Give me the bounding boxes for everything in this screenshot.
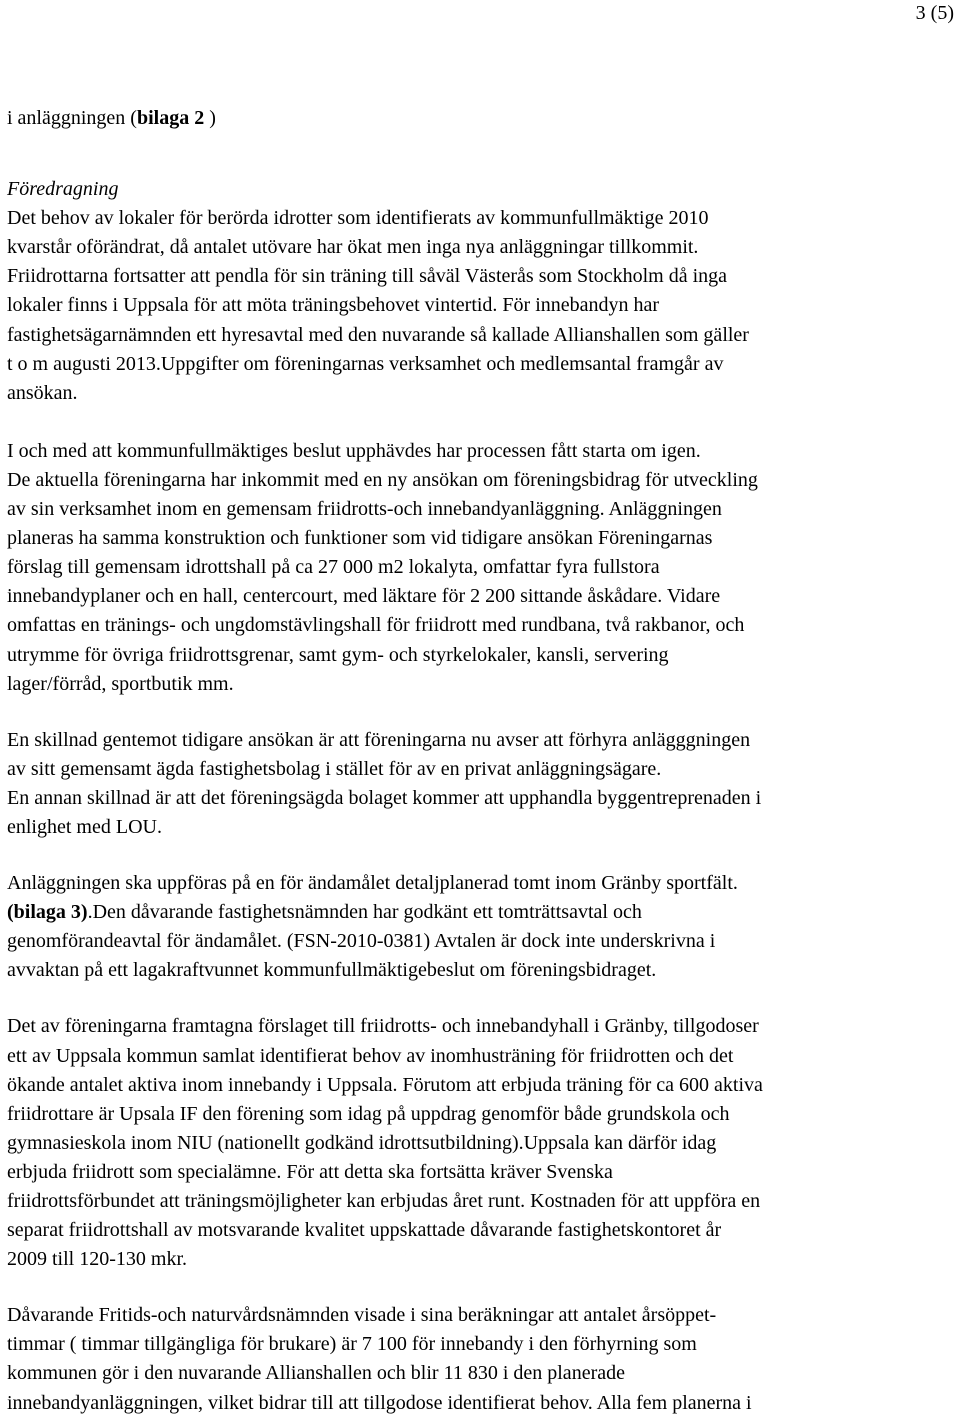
paragraph-line: gymnasieskola inom NIU (nationellt godkänd idrottsutbildning).Uppsala kan därför idag [7,1131,717,1154]
paragraph-6 [7,1301,955,1417]
paragraph-line: innebandyanläggningen, vilket bidrar till att tillgodose identifierat behov. Alla fem planerna i [7,1391,752,1414]
paragraph-line: Dåvarande Fritids-och naturvårdsnämnden visade i sina beräkningar att antalet årsöppet- [7,1304,717,1327]
paragraph-line: En skillnad gentemot tidigare ansökan är att föreningarna nu avser att förhyra anlägggningen [7,728,751,751]
intro-prefix: i anläggningen ( [7,107,137,129]
paragraph-line [7,898,955,927]
page-number: 3 (5) [915,2,954,24]
paragraph-line: Friidrottarna fortsatter att pendla för sin träning till såväl Västerås som Stockholm då inga [7,265,728,288]
paragraph-line: De aktuella föreningarna har inkommit med en ny ansökan om föreningsbidrag för utveckling [7,468,758,491]
intro-suffix: ) [204,107,216,129]
paragraph-line: utrymme för övriga friidrottsgrenar, samt gym- och styrkelokaler, kansli, servering [7,643,669,666]
section-heading: Föredragning [7,178,119,201]
paragraph-line: friidrottsförbundet att träningsmöjligheter kan erbjudas året runt. Kostnaden för att uppföra en [7,1190,761,1212]
paragraph-line: ökande antalet aktiva inom innebandy i Uppsala. Förutom att erbjuda träning för ca 600 aktiva [7,1073,763,1096]
paragraph-line: planeras ha samma konstruktion och funktioner som vid tidigare ansökan Föreningarnas [7,527,713,550]
document-body [7,104,955,1418]
paragraph-line: lager/förråd, sportbutik mm. [7,672,234,695]
paragraph-line: timmar ( timmar tillgängliga för brukare) är 7 100 för innebandy i den förhyrning som [7,1333,697,1356]
paragraph-line: separat friidrottshall av motsvarande kvalitet uppskattade dåvarande fastighetskontoret år [7,1219,722,1242]
paragraph-line: ett av Uppsala kommun samlat identifierat behov av inomhusträning för friidrotten och det [7,1044,734,1067]
paragraph-line: enlighet med LOU. [7,815,162,838]
paragraph-line: avvaktan på ett lagakraftvunnet kommunfullmäktigebeslut om föreningsbidraget. [7,959,657,982]
paragraph-1 [7,204,955,408]
paragraph-line: omfattas en tränings- och ungdomstävlingshall för friidrott med rundbana, två rakbanor, och [7,614,745,637]
paragraph-line: erbjuda friidrott som specialämne. För att detta ska fortsätta kräver Svenska [7,1160,613,1183]
paragraph-line: 2009 till 120-130 mkr. [7,1248,187,1271]
paragraph-line: kommunen gör i den nuvarande Allianshallen och blir 11 830 i den planerade [7,1362,625,1385]
paragraph-line: friidrottare är Upsala IF den förening som idag på uppdrag genomför både grundskola och [7,1102,730,1125]
intro-attachment-ref: bilaga 2 [136,107,205,129]
paragraph-line: av sitt gemensamt ägda fastighetsbolag i stället för av en privat anläggningsägare. [7,757,662,780]
paragraph-line: förslag till gemensam idrottshall på ca 27 000 m2 lokalyta, omfattar fyra fullstora [7,556,660,579]
paragraph-2 [7,437,955,699]
intro-line [7,104,955,133]
paragraph-line: t o m augusti 2013.Uppgifter om föreningarnas verksamhet och medlemsantal framgår av [7,352,724,375]
paragraph-line: Det behov av lokaler för berörda idrotter som identifierats av kommunfullmäktige 2010 [7,207,709,230]
paragraph-line: lokaler finns i Uppsala för att möta träningsbehovet vintertid. För innebandyn har [7,294,660,317]
paragraph-line-rest: .Den dåvarande fastighetsnämnden har godkänt ett tomträttsavtal och [87,901,642,924]
paragraph-line: av sin verksamhet inom en gemensam friidrotts-och innebandyanläggning. Anläggningen [7,498,722,521]
paragraph-line: Anläggningen ska uppföras på en för ändamålet detaljplanerad tomt inom Gränby sportfält. [7,872,738,895]
paragraph-line: Det av föreningarna framtagna förslaget till friidrotts- och innebandyhall i Gränby, tillgodoser [7,1015,759,1038]
paragraph-line: kvarstår oförändrat, då antalet utövare har ökat men inga nya anläggningar tillkommit. [7,236,699,259]
paragraph-line: En annan skillnad är att det föreningsägda bolaget kommer att upphandla byggentreprenaden i [7,786,762,809]
attachment-ref: (bilaga 3) [7,901,88,924]
paragraph-line: ansökan. [7,381,78,404]
paragraph-line: innebandyplaner och en hall, centercourt, med läktare för 2 200 sittande åskådare. Vidare [7,585,721,608]
paragraph-line: fastighetsägarnämnden ett hyresavtal med den nuvarande så kallade Allianshallen som gäller [7,323,749,346]
paragraph-3 [7,726,955,842]
paragraph-4 [7,869,955,985]
paragraph-5 [7,1012,955,1274]
paragraph-line: I och med att kommunfullmäktiges beslut upphävdes har processen fått starta om igen. [7,439,701,462]
paragraph-line: genomförandeavtal för ändamålet. (FSN-2010-0381) Avtalen är dock inte underskrivna i [7,930,716,953]
